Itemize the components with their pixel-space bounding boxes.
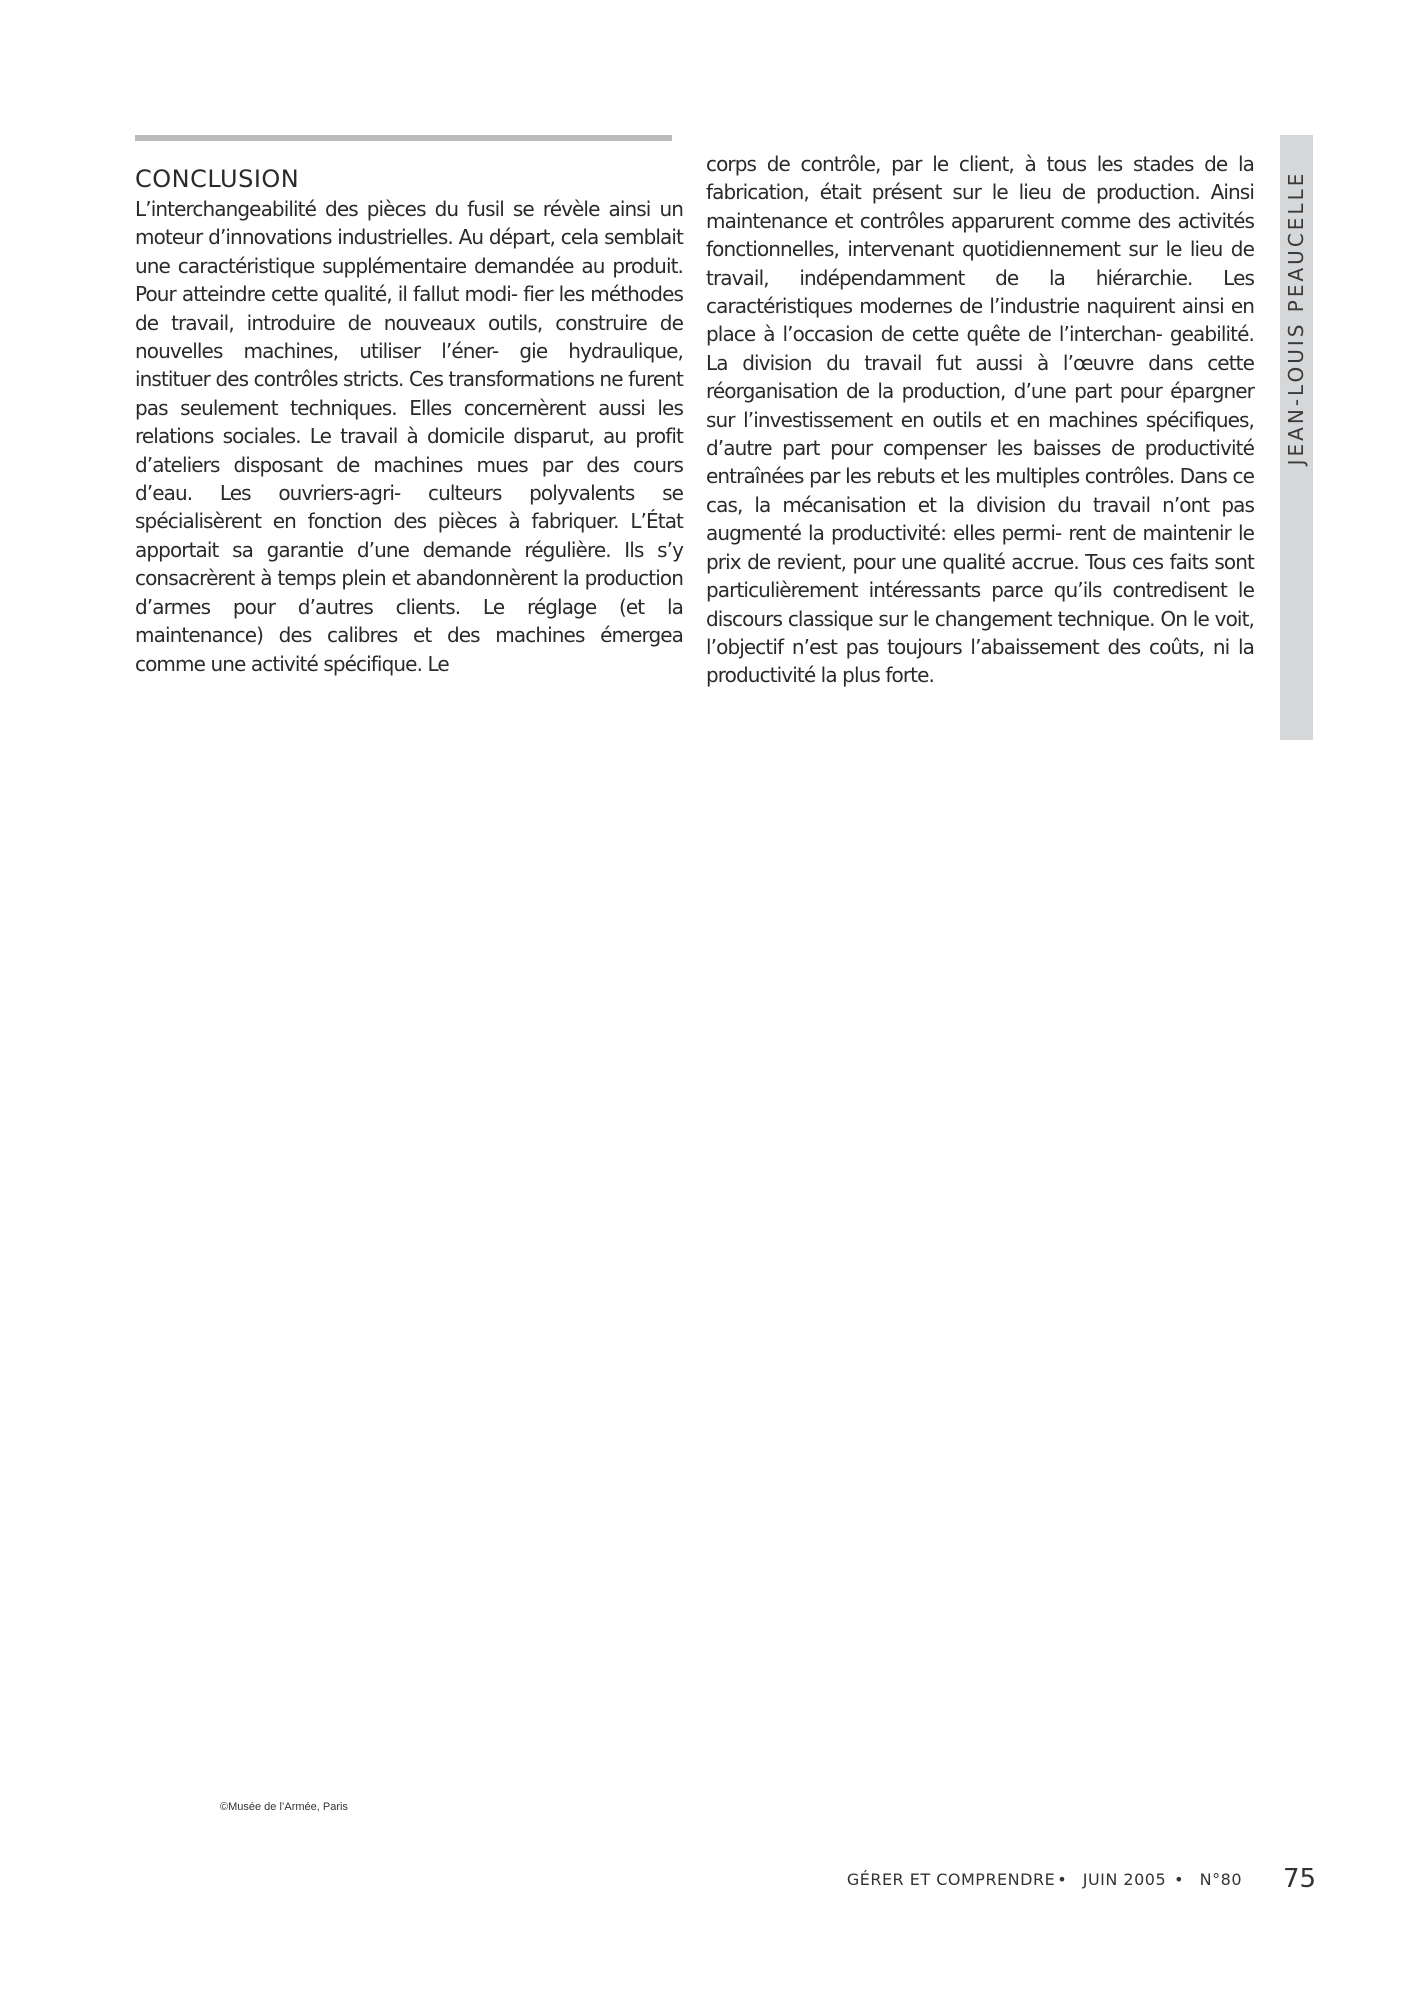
issue-number: N°80 <box>1199 1870 1242 1889</box>
author-name: JEAN-LOUIS PEAUCELLE <box>1284 170 1308 466</box>
page-number: 75 <box>1283 1864 1317 1894</box>
section-title: CONCLUSION <box>135 165 300 193</box>
image-credit: ©Musée de l’Armée, Paris <box>220 1801 348 1813</box>
left-column-text: L’interchangeabilité des pièces du fusil se révèle ainsi un moteur d’innovations industrielles. Au départ, cela semblait une caractéristique supplémentaire demandée au produit. Pour atteindre cette qualité, il fallut modi- fier les méthodes de travail, introduire de nouveaux outils, construire de nouvelles machines, utiliser l’éner- gie hydraulique, instituer des contrôles stricts. Ces transformations ne furent pas seulement techniques. Elles concernèrent aussi les relations sociales. Le travail à domicile disparut, au profit d’ateliers disposant de machines mues par des cours d’eau. Les ouvriers-agri- culteurs polyvalents se spécialisèrent en fonction des pièces à fabriquer. L’État apportait sa garantie d’une demande régulière. Ils s’y consacrèrent à temps plein et abandonnèrent la production d’armes pour d’autres clients. Le réglage (et la maintenance) des calibres et des machines émergea comme une activité spécifique. Le <box>135 197 683 676</box>
footer-bullet: • <box>1057 1870 1068 1889</box>
footer-bullet: • <box>1174 1870 1185 1889</box>
section-top-rule <box>135 135 672 141</box>
page-footer <box>847 1870 1242 1889</box>
right-column <box>706 150 1254 690</box>
issue-date: JUIN 2005 <box>1082 1870 1167 1889</box>
right-column-text: corps de contrôle, par le client, à tous les stades de la fabrication, était présent sur le lieu de production. Ainsi maintenance et contrôles apparurent comme des activités fonctionnelles, intervenant quotidiennement sur le lieu de travail, indépendamment de la hiérarchie. Les caractéristiques modernes de l’industrie naquirent ainsi en place à l’occasion de cette quête de l’interchan- geabilité. La division du travail fut aussi à l’œuvre dans cette réorganisation de la production, d’une part pour épargner sur l’investissement en outils et en machines spécifiques, d’autre part pour compenser les baisses de productivité entraînées par les rebuts et les multiples contrôles. Dans ce cas, la mécanisation et la division du travail n’ont pas augmenté la productivité: elles permi- rent de maintenir le prix de revient, pour une qualité accrue. Tous ces faits sont particulièrement intéressants parce qu’ils contredisent le discours classique sur le changement technique. On le voit, l’objectif n’est pas toujours l’abaissement des coûts, ni la productivité la plus forte. <box>706 152 1254 688</box>
journal-name: GÉRER ET COMPRENDRE <box>846 1870 1056 1889</box>
left-column <box>135 163 683 678</box>
